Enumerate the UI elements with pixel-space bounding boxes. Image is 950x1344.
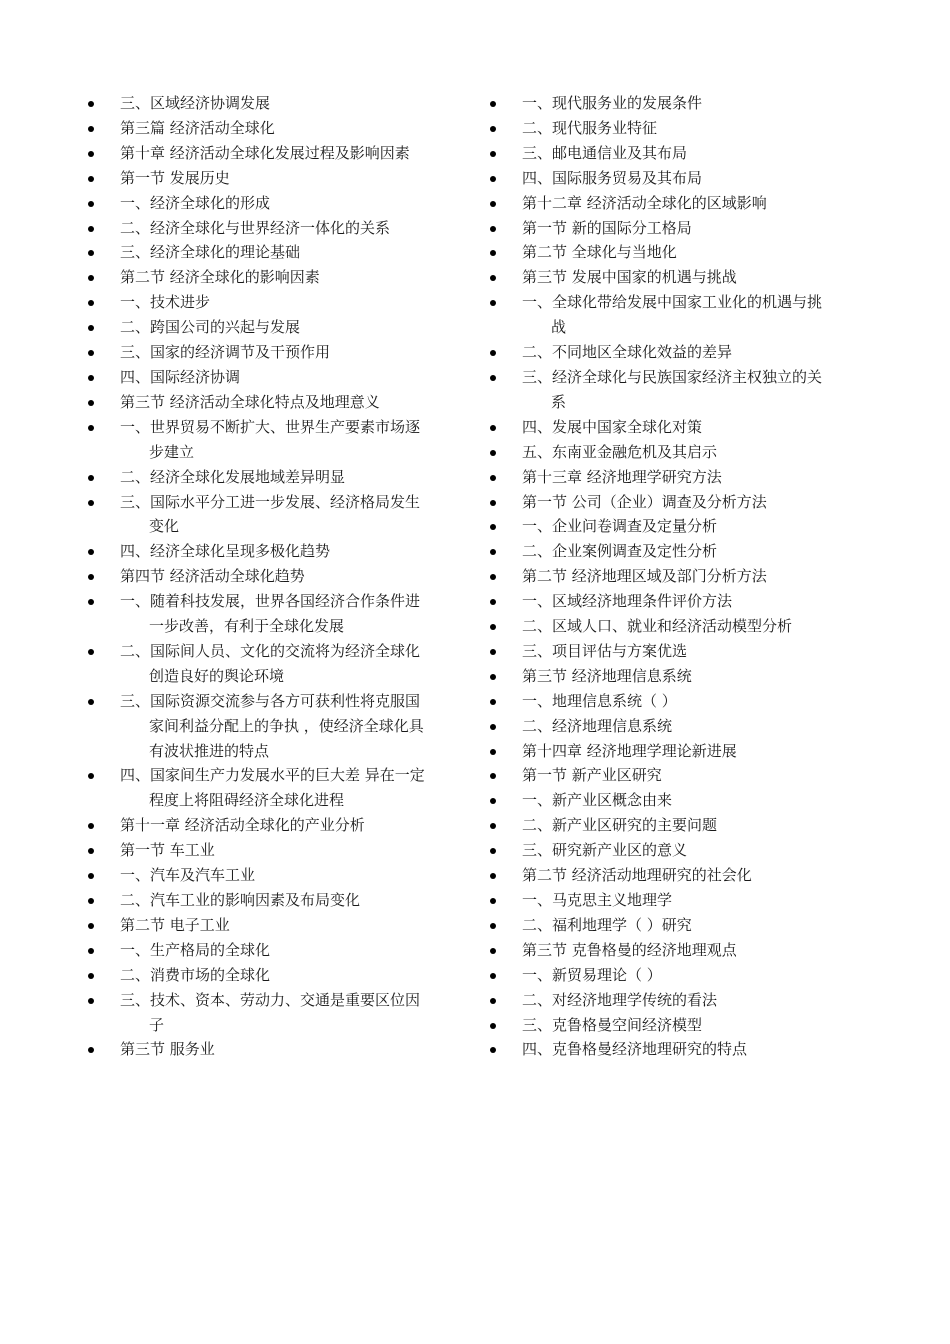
bullet-icon [490,176,496,182]
bullet-icon [490,923,496,929]
outline-item [88,390,468,415]
bullet-icon [88,998,94,1004]
outline-item [88,689,468,764]
outline-item-text: 第一节 新产业区研究 [522,766,662,785]
outline-item-text-continued: 变化 [149,517,180,536]
bullet-icon [490,798,496,804]
bullet-icon [490,848,496,854]
outline-item-text: 二、现代服务业特征 [522,118,658,137]
outline-item-text: 一、生产格局的全球化 [120,940,271,959]
outline-item-text-continued: 战 [551,318,567,337]
outline-item [490,465,870,490]
outline-item [88,240,468,265]
outline-item [490,365,870,415]
bullet-icon [490,749,496,755]
outline-item [490,639,870,664]
outline-item-text: 第二节 电子工业 [120,915,230,934]
outline-item-text: 三、邮电通信业及其布局 [522,143,688,162]
outline-item [490,938,870,963]
outline-item [88,490,468,540]
outline-item-text: 第十一章 经济活动全球化的产业分析 [120,816,365,835]
outline-item-text: 第三节 服务业 [120,1040,215,1059]
outline-item [490,116,870,141]
right-outline-column [490,91,870,1062]
bullet-icon [490,151,496,157]
outline-item-text: 一、技术进步 [120,293,211,312]
outline-item [490,1037,870,1062]
bullet-icon [88,599,94,605]
bullet-icon [490,475,496,481]
outline-item [88,265,468,290]
outline-item-text: 第一节 公司（企业）调查及分析方法 [522,492,767,511]
outline-item [490,91,870,116]
outline-item-text: 三、项目评估与方案优选 [522,641,688,660]
bullet-icon [490,250,496,256]
bullet-icon [490,674,496,680]
outline-item [490,888,870,913]
outline-item [88,639,468,689]
outline-item-text: 一、地理信息系统（ ） [522,691,677,710]
bullet-icon [88,151,94,157]
bullet-icon [88,275,94,281]
outline-item [88,465,468,490]
bullet-icon [490,101,496,107]
bullet-icon [88,400,94,406]
outline-item [88,813,468,838]
outline-item [88,589,468,639]
outline-item-text: 第三节 克鲁格曼的经济地理观点 [522,940,737,959]
outline-item-text: 一、新产业区概念由来 [522,791,673,810]
bullet-icon [490,524,496,530]
outline-item [490,963,870,988]
bullet-icon [490,773,496,779]
outline-item-text: 第二节 全球化与当地化 [522,243,677,262]
outline-item-text: 第二节 经济地理区域及部门分析方法 [522,567,767,586]
bullet-icon [490,873,496,879]
outline-item [88,1037,468,1062]
outline-item [88,888,468,913]
outline-item-text: 一、世界贸易不断扩大、世界生产要素市场逐 [120,417,421,436]
bullet-icon [490,350,496,356]
outline-item-text: 第三节 发展中国家的机遇与挑战 [522,268,737,287]
left-outline-column [88,91,468,1062]
bullet-icon [490,823,496,829]
outline-item [490,290,870,340]
outline-item-text: 一、马克思主义地理学 [522,891,673,909]
outline-item [88,838,468,863]
bullet-icon [490,973,496,979]
outline-item [88,913,468,938]
outline-item-text: 三、区域经济协调发展 [120,94,271,112]
bullet-icon [88,250,94,256]
outline-item-text: 一、经济全球化的形成 [120,193,271,212]
outline-item [88,763,468,813]
outline-item [490,514,870,539]
outline-item-text: 二、经济全球化发展地域差异明显 [120,467,346,486]
bullet-icon [490,948,496,954]
outline-item-text: 第二节 经济全球化的影响因素 [120,268,320,287]
outline-item [490,216,870,241]
bullet-icon [490,624,496,630]
outline-item-text: 三、克鲁格曼空间经济模型 [522,1015,703,1034]
outline-item-text: 第一节 新的国际分工格局 [522,218,692,237]
outline-item-text: 二、经济全球化与世界经济一体化的关系 [120,218,391,237]
outline-item [490,589,870,614]
outline-item-text: 二、不同地区全球化效益的差异 [522,343,733,362]
bullet-icon [88,375,94,381]
outline-item [490,664,870,689]
outline-item-text-continued: 步建立 [149,442,195,461]
outline-item-text: 第十二章 经济活动全球化的区域影响 [522,193,767,212]
outline-item [490,415,870,440]
outline-item [88,938,468,963]
outline-item [88,963,468,988]
bullet-icon [88,325,94,331]
outline-item-text: 第三节 经济地理信息系统 [522,666,692,685]
outline-item-text: 第十三章 经济地理学研究方法 [522,467,722,486]
bullet-icon [88,176,94,182]
outline-item-text: 一、全球化带给发展中国家工业化的机遇与挑 [522,293,823,312]
outline-item-text: 二、汽车工业的影响因素及布局变化 [120,891,361,909]
outline-item [490,838,870,863]
bullet-icon [88,300,94,306]
outline-item-text: 第四节 经济活动全球化趋势 [120,567,305,586]
outline-item-text: 五、东南亚金融危机及其启示 [522,442,718,461]
outline-item [88,116,468,141]
bullet-icon [490,126,496,132]
outline-item [490,988,870,1013]
outline-item [88,365,468,390]
outline-item [490,689,870,714]
outline-item [88,315,468,340]
outline-item [490,539,870,564]
bullet-icon [88,699,94,705]
outline-item [88,564,468,589]
bullet-icon [490,649,496,655]
outline-item [88,539,468,564]
bullet-icon [88,500,94,506]
outline-item-text: 四、经济全球化呈现多极化趋势 [120,542,331,561]
outline-item [490,1013,870,1038]
bullet-icon [490,226,496,232]
outline-item-text-continued: 一步改善，有利于全球化发展 [149,617,345,636]
outline-item-text: 第一节 发展历史 [120,168,230,187]
outline-item [490,813,870,838]
bullet-icon [88,948,94,954]
outline-item-text: 二、消费市场的全球化 [120,965,271,984]
outline-item-text: 四、国家间生产力发展水平的巨大差 异在一定 [120,766,425,785]
outline-item [490,340,870,365]
bullet-icon [88,649,94,655]
bullet-icon [490,724,496,730]
bullet-icon [88,1047,94,1053]
bullet-icon [490,375,496,381]
outline-item [88,340,468,365]
outline-item-text: 四、国际服务贸易及其布局 [522,168,703,187]
outline-item [490,240,870,265]
bullet-icon [490,599,496,605]
bullet-icon [490,549,496,555]
outline-item [88,415,468,465]
outline-item-text: 第一节 车工业 [120,841,215,860]
outline-item-text: 第十四章 经济地理学理论新进展 [522,741,737,760]
outline-item [490,788,870,813]
bullet-icon [490,1023,496,1029]
outline-item [88,191,468,216]
bullet-icon [88,973,94,979]
outline-item-text: 第三篇 经济活动全球化 [120,118,275,137]
outline-item-text: 三、国家的经济调节及干预作用 [120,343,331,362]
outline-item-text: 二、对经济地理学传统的看法 [522,990,718,1009]
bullet-icon [88,923,94,929]
outline-item [490,490,870,515]
outline-item-text: 一、区域经济地理条件评价方法 [522,592,733,611]
outline-item-text: 一、汽车及汽车工业 [120,866,256,885]
outline-item-text: 四、克鲁格曼经济地理研究的特点 [522,1040,748,1059]
outline-item-text-continued: 有波状推进的特点 [149,741,270,760]
outline-item-text: 三、国际水平分工进一步发展、经济格局发生 [120,492,421,511]
outline-item-text: 四、国际经济协调 [120,367,241,386]
bullet-icon [88,201,94,207]
outline-item [490,141,870,166]
outline-item [490,440,870,465]
outline-item [490,614,870,639]
outline-item [88,988,468,1038]
outline-item-text-continued: 家间利益分配上的争执 ，使经济全球化具 [149,716,424,735]
bullet-icon [88,823,94,829]
bullet-icon [490,300,496,306]
outline-item-text: 二、跨国公司的兴起与发展 [120,318,301,337]
bullet-icon [88,475,94,481]
outline-item [490,714,870,739]
bullet-icon [88,101,94,107]
bullet-icon [490,425,496,431]
outline-item [490,913,870,938]
bullet-icon [490,699,496,705]
outline-item-text: 二、福利地理学（ ）研究 [522,915,692,934]
outline-item [490,166,870,191]
outline-item-text: 三、研究新产业区的意义 [522,841,688,860]
bullet-icon [88,126,94,132]
outline-item [88,290,468,315]
outline-item [490,863,870,888]
outline-item-text: 四、发展中国家全球化对策 [522,417,703,436]
outline-item [88,216,468,241]
outline-item-text: 三、经济全球化与民族国家经济主权独立的关 [522,367,823,386]
outline-item [490,739,870,764]
outline-item-text: 第二节 经济活动地理研究的社会化 [522,866,752,885]
outline-item-text-continued: 系 [551,392,567,411]
bullet-icon [490,275,496,281]
outline-item-text-continued: 子 [149,1015,165,1034]
bullet-icon [88,898,94,904]
outline-item-text: 一、现代服务业的发展条件 [522,94,703,112]
outline-item-text: 第十章 经济活动全球化发展过程及影响因素 [120,143,410,162]
bullet-icon [88,873,94,879]
outline-item [88,166,468,191]
bullet-icon [490,1047,496,1053]
outline-item [88,863,468,888]
outline-item [88,91,468,116]
bullet-icon [88,549,94,555]
outline-item-text-continued: 创造良好的舆论环境 [149,666,285,685]
outline-item [490,191,870,216]
bullet-icon [490,574,496,580]
outline-item-text: 第三节 经济活动全球化特点及地理意义 [120,392,380,411]
bullet-icon [88,773,94,779]
outline-item-text: 一、企业问卷调查及定量分析 [522,517,718,536]
outline-item-text: 二、新产业区研究的主要问题 [522,816,718,835]
bullet-icon [88,425,94,431]
outline-item [490,265,870,290]
bullet-icon [88,226,94,232]
outline-item-text: 二、国际间人员、文化的交流将为经济全球化 [120,641,421,660]
bullet-icon [490,450,496,456]
outline-item [490,763,870,788]
outline-item-text: 一、新贸易理论（ ） [522,965,662,984]
outline-item-text: 一、随着科技发展，世界各国经济合作条件进 [120,592,421,611]
bullet-icon [490,998,496,1004]
outline-item-text: 二、区域人口、就业和经济活动模型分析 [522,617,793,636]
bullet-icon [88,848,94,854]
outline-item-text: 三、经济全球化的理论基础 [120,243,301,262]
bullet-icon [490,201,496,207]
bullet-icon [88,350,94,356]
outline-item-text: 三、技术、资本、劳动力、交通是重要区位因 [120,990,421,1009]
outline-item-text: 三、国际资源交流参与各方可获利性将克服国 [120,691,421,710]
bullet-icon [490,500,496,506]
outline-item-text: 二、经济地理信息系统 [522,716,673,735]
outline-item-text-continued: 程度上将阻碍经济全球化进程 [149,791,345,810]
outline-item [490,564,870,589]
outline-item-text: 二、企业案例调查及定性分析 [522,542,718,561]
bullet-icon [490,898,496,904]
bullet-icon [88,574,94,580]
outline-item [88,141,468,166]
